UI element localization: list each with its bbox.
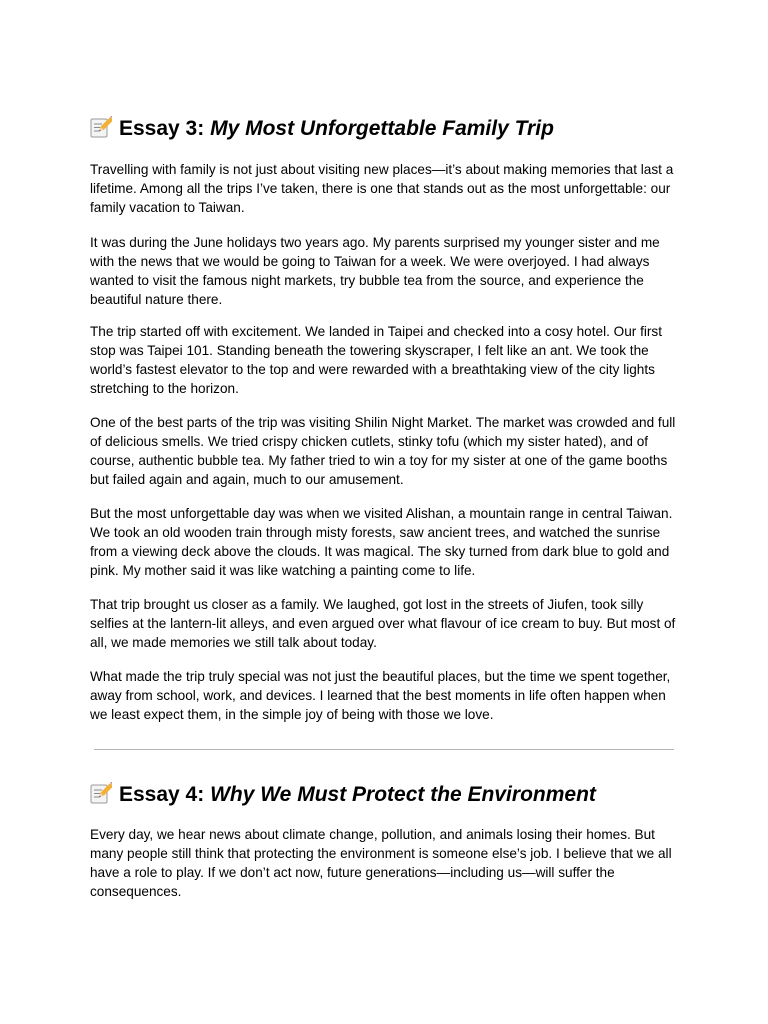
essay-4-heading: [90, 781, 710, 809]
essay-3-paragraph-4: One of the best parts of the trip was visiting Shilin Night Market. The market was crowded and full of delicious smells. We tried crispy chicken cutlets, stinky tofu (which my sister hated), and of course, authentic bubble tea. My father tried to win a toy for my sister at one of the game booths but failed again and again, much to our amusement.: [90, 415, 676, 487]
essay-4-title: Why We Must Protect the Environment: [210, 783, 596, 806]
essay-3-paragraph-3: The trip started off with excitement. We landed in Taipei and checked into a cosy hotel. Our first stop was Taipei 101. Standing beneath the towering skyscraper, I felt like an ant. We took the world’s fastest elevator to the top and were rewarded with a breathtaking view of the city lights stretching to the horizon.: [90, 324, 662, 396]
essay-3-paragraph-5: But the most unforgettable day was when we visited Alishan, a mountain range in central Taiwan. We took an old wooden train through misty forests, saw ancient trees, and watched the sunrise from a viewing deck above the clouds. It was magical. The sky turned from dark blue to gold and pink. My mother said it was like watching a painting come to life.: [90, 506, 673, 578]
memo-icon: [90, 116, 112, 138]
memo-icon: [90, 782, 112, 804]
essay-3-paragraph-2: It was during the June holidays two years ago. My parents surprised my younger sister and me with the news that we would be going to Taiwan for a week. We were overjoyed. I had always wanted to visit the famous night markets, try bubble tea from the source, and experience the beautiful nature there.: [90, 235, 660, 307]
essay-3-heading: [90, 115, 710, 143]
essay-3-title: My Most Unforgettable Family Trip: [210, 117, 554, 140]
section-divider: [94, 749, 674, 750]
essay-3-paragraph-7: What made the trip truly special was not just the beautiful places, but the time we spent together, away from school, work, and devices. I learned that the best moments in life often happen when we least expect them, in the simple joy of being with those we love.: [90, 669, 671, 722]
essay-4-label: Essay 4:: [119, 783, 211, 806]
essay-3-label: Essay 3:: [119, 117, 211, 140]
essay-3-paragraph-1: Travelling with family is not just about visiting new places—it’s about making memories that last a lifetime. Among all the trips I’ve taken, there is one that stands out as the most unforgettable: our family vacation to Taiwan.: [90, 162, 674, 215]
essay-4-paragraph-1: Every day, we hear news about climate change, pollution, and animals losing their homes. But many people still think that protecting the environment is someone else’s job. I believe that we all have a role to play. If we don’t act now, future generations—including us—will suffer the consequences.: [90, 827, 672, 899]
essay-3-paragraph-6: That trip brought us closer as a family. We laughed, got lost in the streets of Jiufen, took silly selfies at the lantern-lit alleys, and even argued over what flavour of ice cream to buy. But most of all, we made memories we still talk about today.: [90, 597, 676, 650]
